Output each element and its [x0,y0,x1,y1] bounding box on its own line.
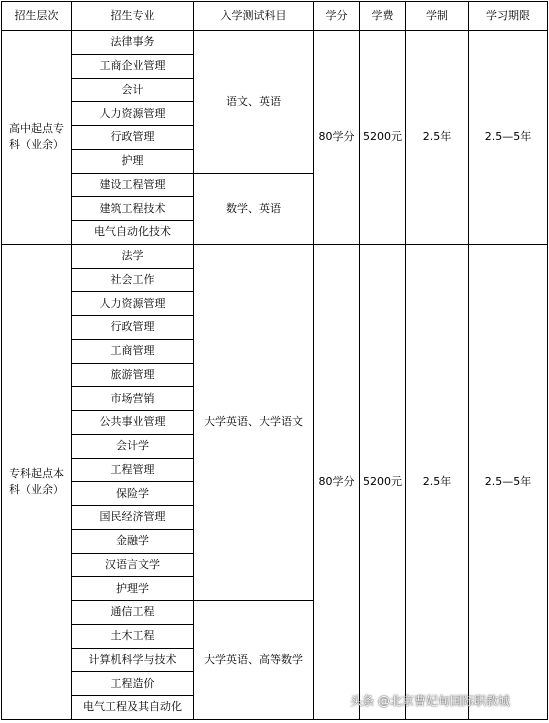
major-cell: 护理学 [71,576,194,601]
major-cell: 法学 [71,244,194,269]
group-level: 高中起点专 科（业余） [1,30,72,245]
header-subjects: 入学测试科目 [193,1,314,31]
major-cell: 会计学 [71,434,194,459]
group-period: 2.5—5年 [468,244,548,720]
group-duration: 2.5年 [405,244,469,720]
major-cell: 护理 [71,149,194,174]
entrance-subjects: 大学英语、高等数学 [193,600,314,720]
watermark: 头条 @北京曹妃甸国际职教城 [350,694,510,708]
major-cell: 工商企业管理 [71,54,194,79]
group-level: 专科起点本 科（业余） [1,244,72,720]
group-duration: 2.5年 [405,30,469,245]
major-cell: 通信工程 [71,600,194,625]
header-credits: 学分 [313,1,360,31]
major-cell: 建设工程管理 [71,173,194,198]
major-cell: 金融学 [71,529,194,554]
major-cell: 工程造价 [71,671,194,696]
entrance-subjects: 语文、英语 [193,30,314,174]
group-credits: 80学分 [313,244,360,720]
group-fee: 5200元 [359,30,406,245]
entrance-subjects: 大学英语、大学语文 [193,244,314,601]
major-cell: 保险学 [71,481,194,506]
header-period: 学习期限 [468,1,548,31]
major-cell: 公共事业管理 [71,410,194,435]
major-cell: 土木工程 [71,624,194,649]
major-cell: 电气自动化技术 [71,220,194,245]
major-cell: 工商管理 [71,339,194,364]
major-cell: 市场营销 [71,386,194,411]
major-cell: 电气工程及其自动化 [71,695,194,720]
group-period: 2.5—5年 [468,30,548,245]
major-cell: 社会工作 [71,268,194,293]
major-cell: 国民经济管理 [71,505,194,530]
major-cell: 建筑工程技术 [71,196,194,221]
group-credits: 80学分 [313,30,360,245]
major-cell: 会计 [71,78,194,103]
header-major: 招生专业 [71,1,194,31]
major-cell: 汉语言文学 [71,553,194,578]
major-cell: 旅游管理 [71,363,194,388]
major-cell: 行政管理 [71,315,194,340]
major-cell: 计算机科学与技术 [71,648,194,673]
header-duration: 学制 [405,1,469,31]
major-cell: 行政管理 [71,125,194,150]
entrance-subjects: 数学、英语 [193,173,314,245]
group-fee: 5200元 [359,244,406,720]
major-cell: 工程管理 [71,458,194,483]
header-level: 招生层次 [1,1,72,31]
header-fee: 学费 [359,1,406,31]
major-cell: 人力资源管理 [71,101,194,126]
major-cell: 法律事务 [71,30,194,55]
major-cell: 人力资源管理 [71,291,194,316]
